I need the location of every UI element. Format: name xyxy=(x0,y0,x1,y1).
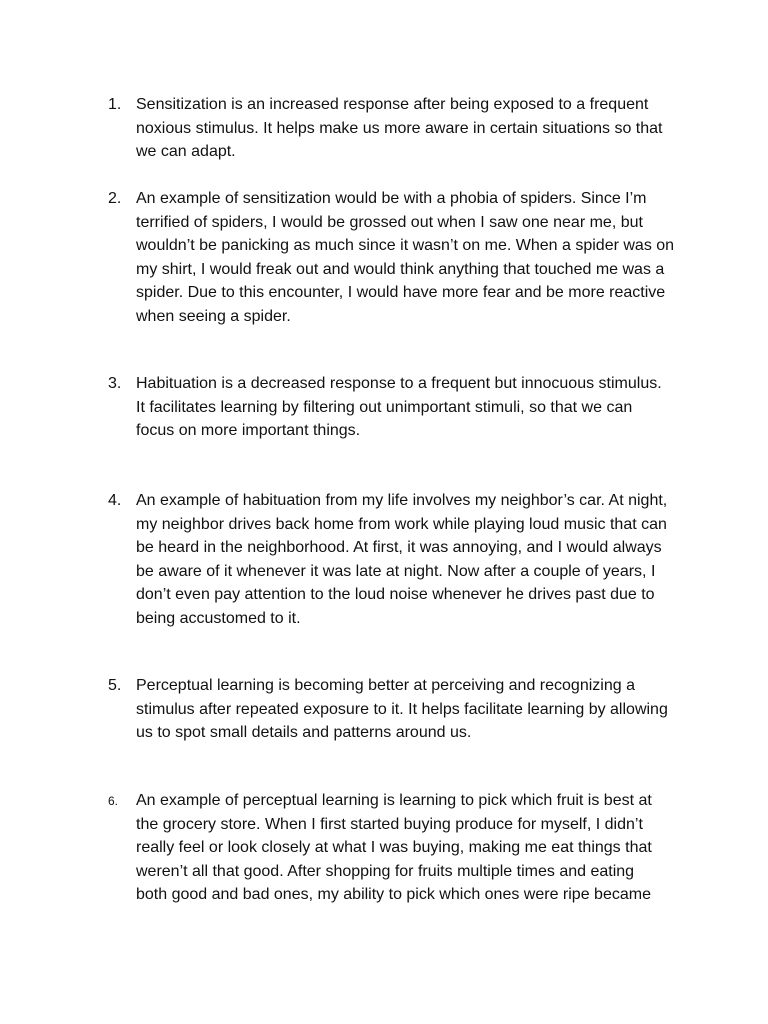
list-item-text: Perceptual learning is becoming better at perceiving and recognizing a stimulus after repeated exposure to it. It helps facilitate learning by allowing us to spot small details and patterns around us. xyxy=(136,677,668,741)
list-item-number: 3. xyxy=(108,375,122,392)
list-item-text: An example of sensitization would be with a phobia of spiders. Since I’m terrified of spiders, I would be grossed out when I saw one near me, but wouldn’t be panicking as much since it wasn’t on me. When a spider was on my shirt, I would freak out and would think anything that touched me was a spider. Due to this encounter, I would have more fear and be more reactive when seeing a spider. xyxy=(136,190,675,325)
list-item-number: 2. xyxy=(108,190,122,207)
list-item-number: 4. xyxy=(108,492,122,509)
list-item-text: Sensitization is an increased response after being exposed to a frequent noxious stimulus. It helps make us more aware in certain situations so that we can adapt. xyxy=(136,96,663,160)
list-item xyxy=(108,489,688,630)
list-item-number: 5. xyxy=(108,677,122,694)
list-item xyxy=(108,674,688,745)
list-item-number: 6. xyxy=(108,794,119,808)
list-item-text: An example of habituation from my life involves my neighbor’s car. At night, my neighbor drives back home from work while playing loud music that can be heard in the neighborhood. At first, it was annoying, and I would always be aware of it whenever it was late at night. Now after a couple of years, I don’t even pay attention to the loud noise whenever he drives past due to being accustomed to it. xyxy=(136,492,668,627)
list-item xyxy=(108,372,688,443)
list-item xyxy=(108,789,688,907)
list-item xyxy=(108,187,688,328)
list-item xyxy=(108,93,688,164)
list-item-text: Habituation is a decreased response to a frequent but innocuous stimulus. It facilitates learning by filtering out unimportant stimuli, so that we can focus on more important things. xyxy=(136,375,662,439)
list-item-text: An example of perceptual learning is learning to pick which fruit is best at the grocery store. When I first started buying produce for myself, I didn’t really feel or look closely at what I was buying, making me eat things that weren’t all that good. After shopping for fruits multiple times and eating both good and bad ones, my ability to pick which ones were ripe became xyxy=(136,792,652,903)
list-item-number: 1. xyxy=(108,96,122,113)
